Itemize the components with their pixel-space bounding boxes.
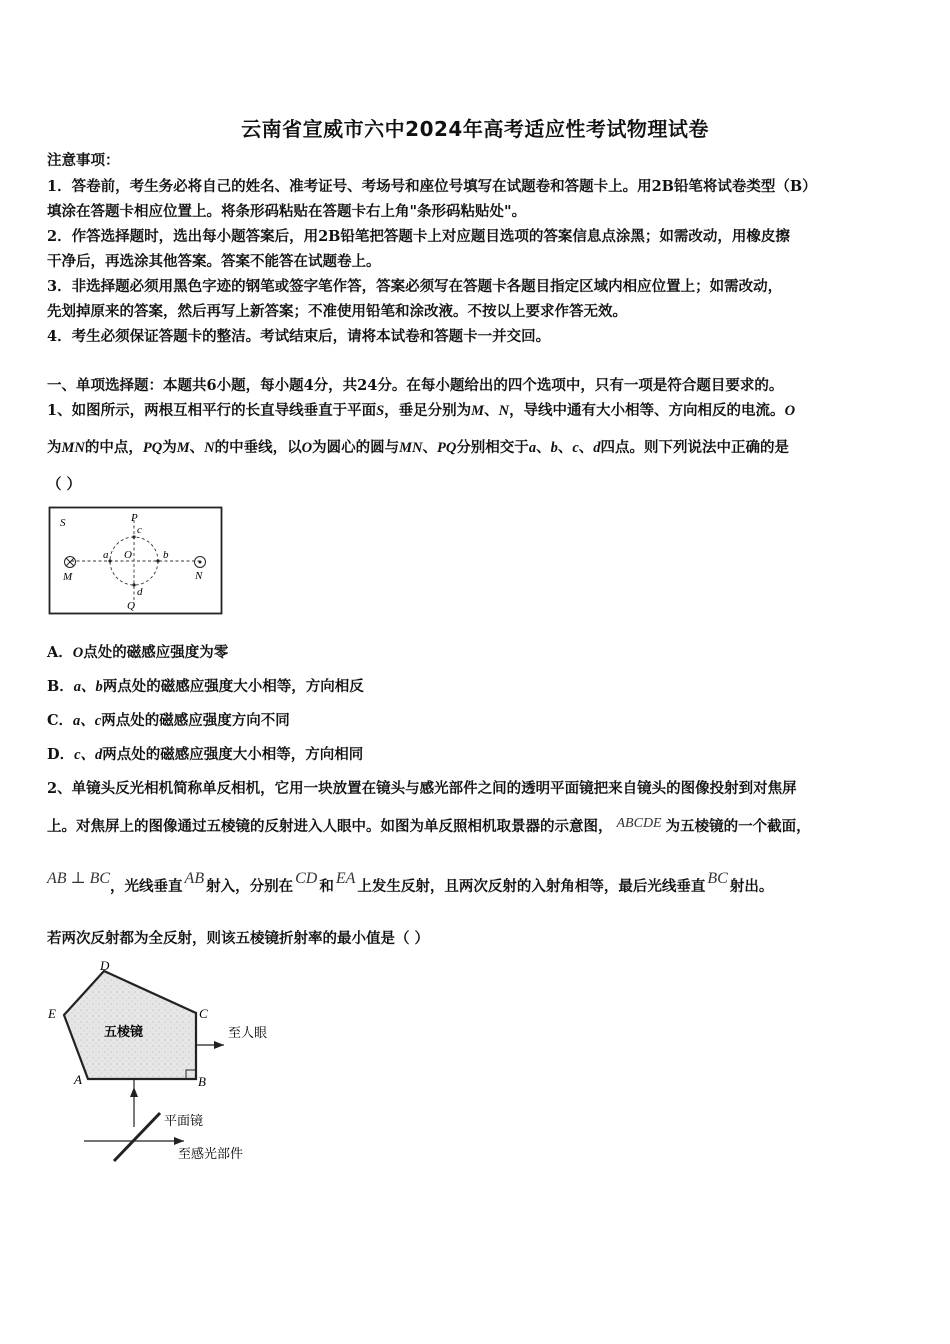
label-c: C (199, 1006, 208, 1021)
q2-line-1: 2、单镜头反光相机简称单反相机，它用一块放置在镜头与感光部件之间的透明平面镜把来自镜头的图像投射到对焦屏 (47, 780, 797, 797)
notice-line-7: 4．考生必须保证答题卡的整洁。考试结束后，请将本试卷和答题卡一并交回。 (47, 328, 551, 345)
q2-figure (44, 955, 284, 1170)
wire-n-dot (199, 561, 202, 564)
eye-label: 至人眼 (228, 1025, 268, 1040)
point-b (156, 559, 159, 562)
point-d (132, 583, 135, 586)
ray-arrow-up (130, 1087, 138, 1097)
label-a: A (74, 1072, 82, 1087)
notice-line-5: 3．非选择题必须用黑色字迹的钢笔或签字笔作答，答案必须写在答题卡各题目指定区域内相应位置上；如需改动， (47, 278, 783, 295)
label-q: Q (127, 600, 135, 612)
q1-option-c: C．a、c两点处的磁感应强度方向不同 (47, 712, 290, 729)
label-b: B (198, 1074, 206, 1089)
ray-arrow-sensor (174, 1137, 184, 1145)
sensor-label: 至感光部件 (178, 1146, 244, 1161)
notice-line-1: 1．答卷前，考生务必将自己的姓名、准考证号、考场号和座位号填写在试题卷和答题卡上。用2B铅笔将试卷类型（B） (47, 178, 817, 195)
point-a (108, 559, 111, 562)
flat-mirror (114, 1113, 160, 1161)
label-n: N (195, 570, 203, 582)
notice-line-2: 填涂在答题卡相应位置上。将条形码粘贴在答题卡右上角"条形码粘贴处"。 (47, 203, 527, 220)
label-a: a (103, 549, 109, 561)
q2-line-2: 上。对焦屏上的图像通过五棱镜的反射进入人眼中。如图为单反照相机取景器的示意图， ABCDE 为五棱镜的一个截面， (47, 816, 811, 835)
notice-line-4: 干净后，再选涂其他答案。答案不能答在试题卷上。 (47, 253, 381, 270)
q2-line-3: AB ⊥ BC，光线垂直 AB 射入，分别在 CD 和 EA 上发生反射，且两次反射的入射角相等，最后光线垂直 BC 射出。 (47, 870, 774, 895)
q1-line-1: 1、如图所示，两根互相平行的长直导线垂直于平面S，垂足分别为M、N，导线中通有大小相等、方向相反的电流。O (47, 402, 796, 419)
label-e: E (48, 1006, 56, 1021)
q1-option-a: A．O点处的磁感应强度为零 (47, 644, 229, 661)
point-c (132, 535, 135, 538)
ray-arrow-right (214, 1041, 224, 1049)
label-c: c (137, 524, 142, 536)
label-p: P (131, 512, 138, 524)
notice-line-3: 2．作答选择题时，选出每小题答案后，用2B铅笔把答题卡上对应题目选项的答案信息点涂黑；如需改动，用橡皮擦 (47, 228, 790, 245)
section-heading: 一、单项选择题：本题共6小题，每小题4分，共24分。在每小题给出的四个选项中，只有一项是符合题目要求的。 (47, 377, 784, 394)
notice-heading: 注意事项： (47, 152, 120, 169)
q1-option-d: D．c、d两点处的磁感应强度大小相等，方向相同 (47, 746, 364, 763)
label-b: b (163, 549, 169, 561)
label-m: M (63, 571, 73, 583)
q1-answer-paren: （ ） (47, 476, 82, 493)
label-d: D (100, 958, 110, 973)
q1-line-2: 为MN的中点，PQ为M、N的中垂线，以O为圆心的圆与MN、PQ分别相交于a、b、c、d四点。则下列说法中正确的是 (47, 439, 789, 456)
page-title: 云南省宣威市六中2024年高考适应性考试物理试卷 (241, 117, 709, 141)
q1-figure (48, 506, 224, 616)
q1-option-b: B．a、b两点处的磁感应强度大小相等，方向相反 (47, 678, 364, 695)
label-s: S (60, 517, 66, 529)
label-d: d (137, 586, 143, 598)
mirror-label: 平面镜 (164, 1113, 204, 1128)
q2-line-4: 若两次反射都为全反射，则该五棱镜折射率的最小值是（ ） (47, 930, 430, 947)
notice-line-6: 先划掉原来的答案，然后再写上新答案；不准使用铅笔和涂改液。不按以上要求作答无效。 (47, 303, 627, 320)
prism-label: 五棱镜 (104, 1024, 144, 1039)
label-o: O (124, 549, 132, 561)
